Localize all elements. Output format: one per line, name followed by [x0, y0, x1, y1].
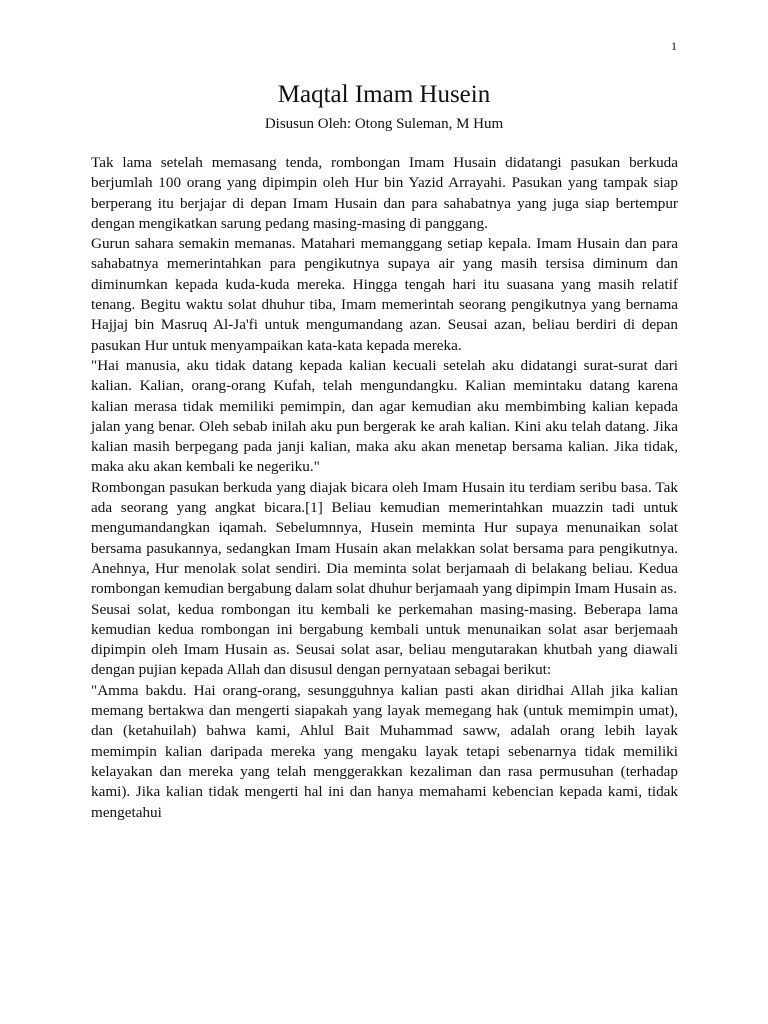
page-number: 1 — [671, 39, 677, 53]
paragraph: Tak lama setelah memasang tenda, rombongan Imam Husain didatangi pasukan berkuda berjumlah 100 orang yang dipimpin oleh Hur bin Yazid Arrayahi. Pasukan yang tampak siap berperang itu berjajar di depan Imam Husain dan para sahabatnya yang juga siap bertempur dengan mengikatkan sarung pedang masing-masing di panggang. — [91, 154, 678, 232]
paragraph: "Amma bakdu. Hai orang-orang, sesungguhnya kalian pasti akan diridhai Allah jika kalian memang bertakwa dan mengerti siapakah yang layak memegang hak (untuk memimpin umat), dan (ketahuilah) bahwa kami, Ahlul Bait Muhammad saww, adalah orang lebih layak memimpin kalian daripada mereka yang mengaku layak tetapi sebenarnya tidak memiliki kelayakan dan mereka yang telah menggerakkan kezaliman dan rasa permusuhan (terhadap kami). Jika kalian tidak mengerti hal ini dan hanya memahami kebencian kepada kami, tidak mengetahui — [91, 681, 678, 821]
document-title: Maqtal Imam Husein — [277, 81, 491, 108]
paragraph: Rombongan pasukan berkuda yang diajak bicara oleh Imam Husain itu terdiam seribu basa. Tak ada seorang yang angkat bicara.[1] Beliau kemudian memerintahkan muazzin tadi untuk mengumandangkan iqamah. Sebelumnnya, Husein meminta Hur supaya menunaikan solat bersama pasukannya, sedangkan Imam Husain akan melakkan solat bersama para pengikutnya. Anehnya, Hur menolak solat sendiri. Dia meminta solat berjamaah di belakang beliau. Kedua rombongan kemudian bergabung dalam solat dhuhur berjamaah yang dipimpin Imam Husain as. — [91, 478, 678, 598]
document-body — [91, 153, 678, 823]
paragraph: Gurun sahara semakin memanas. Matahari memanggang setiap kepala. Imam Husain dan para sahabatnya memerintahkan para pengikutnya supaya air yang masih tersisa diminum dan diminumkan kepada kuda-kuda mereka. Hingga tengah hari itu suasana yang masih relatif tenang. Begitu waktu solat dhuhur tiba, Imam memerintah seorang pengikutnya yang bernama Hajjaj bin Masruq Al-Ja'fi untuk mengumandang azan. Seusai azan, beliau berdiri di depan pasukan Hur untuk menyampaikan kata-kata kepada mereka. — [91, 235, 678, 354]
paragraph: Seusai solat, kedua rombongan itu kembali ke perkemahan masing-masing. Beberapa lama kemudian kedua rombongan ini bergabung kembali untuk menunaikan solat asar berjemaah dipimpin oleh Imam Husain as. Seusai solat asar, beliau mengutarakan khutbah yang diawali dengan pujian kepada Allah dan disusul dengan pernyataan sebagai berikut: — [91, 600, 678, 679]
paragraph: "Hai manusia, aku tidak datang kepada kalian kecuali setelah aku didatangi surat-surat dari kalian. Kalian, orang-orang Kufah, telah mengundangku. Kalian memintaku datang karena kalian merasa tidak memiliki pemimpin, dan agar kemudian aku membimbing kalian kepada jalan yang benar. Oleh sebab inilah aku pun bergerak ke arah kalian. Kini aku telah datang. Jika kalian masih berpegang pada janji kalian, maka aku akan menetap bersama kalian. Jika tidak, maka aku akan kembali ke negeriku." — [91, 356, 678, 476]
document-subtitle: Disusun Oleh: Otong Suleman, M Hum — [264, 116, 504, 132]
